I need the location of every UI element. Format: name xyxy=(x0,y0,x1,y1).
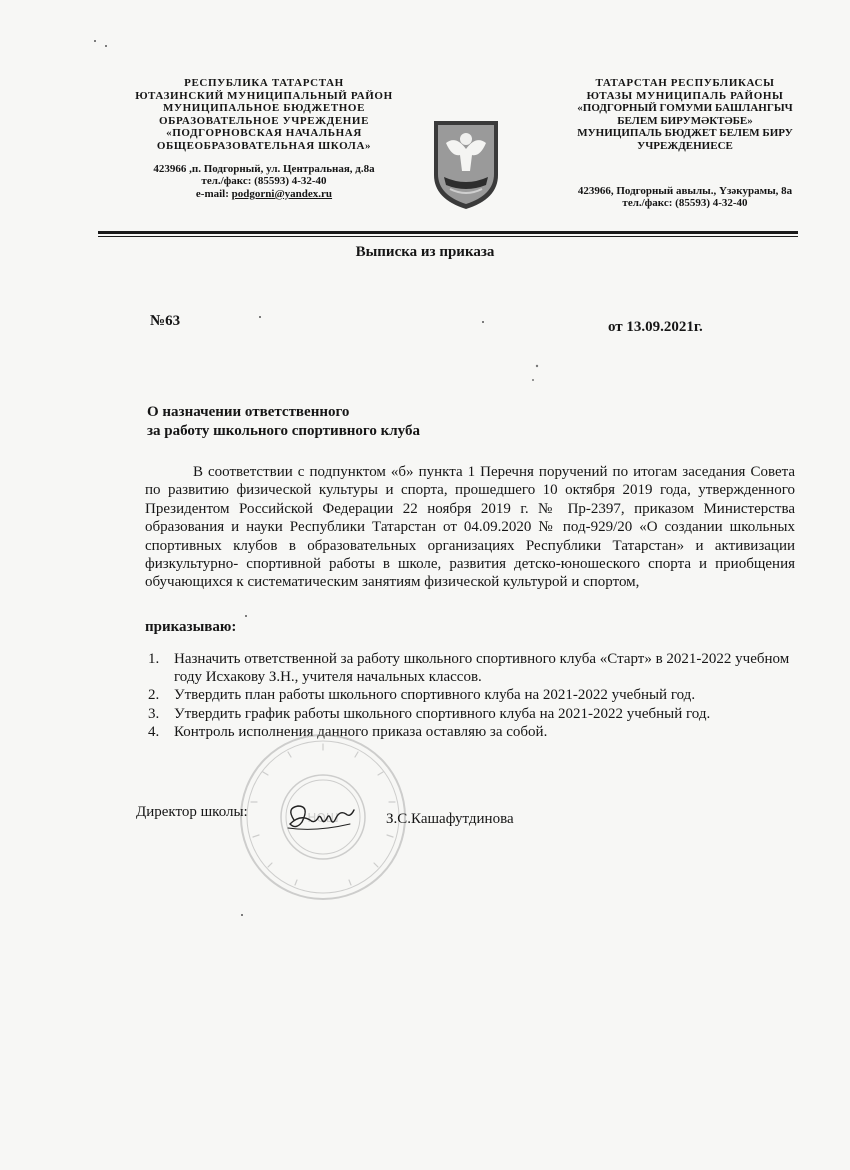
order-items-list xyxy=(148,651,798,743)
header-right-tatar xyxy=(560,77,810,210)
header-right-line: МУНИЦИПАЛЬ БЮДЖЕТ БЕЛЕМ БИРУ xyxy=(577,127,793,140)
header-left-line: ОБРАЗОВАТЕЛЬНОЕ УЧРЕЖДЕНИЕ xyxy=(158,114,370,127)
order-item xyxy=(148,687,798,705)
header-left-line: «ПОДГОРНОВСКАЯ НАЧАЛЬНАЯ xyxy=(166,127,362,140)
header-divider-thick xyxy=(98,231,798,234)
order-item-text: Утвердить график работы школьного спортивного клуба на 2021-2022 учебный год. xyxy=(174,705,711,722)
seal-text: НОШ xyxy=(307,811,339,825)
order-item-text: Назначить ответственной за работу школьного спортивного клуба «Старт» в 2021-2022 учебном году Исхакову З.Н., учителя начальных классов. xyxy=(174,651,790,685)
header-left-line: ОБЩЕОБРАЗОВАТЕЛЬНАЯ ШКОЛА» xyxy=(156,139,372,152)
header-left-line: РЕСПУБЛИКА ТАТАРСТАН xyxy=(184,77,344,89)
header-right-phone: тел./факс: (85593) 4-32-40 xyxy=(622,197,748,210)
order-item-number: 2. xyxy=(148,687,160,703)
header-divider-thin xyxy=(98,236,798,237)
handwritten-signature-icon xyxy=(280,798,360,838)
document-title: Выписка из приказа xyxy=(355,244,495,260)
header-left-email-row xyxy=(108,188,420,201)
header-right-line: УЧРЕЖДЕНИЕСЕ xyxy=(637,139,733,152)
order-item-number: 3. xyxy=(148,705,160,722)
header-right-line: ЮТАЗЫ МУНИЦИПАЛЬ РАЙОНЫ xyxy=(586,89,784,102)
signer-role: Директор школы: xyxy=(136,804,248,820)
header-left-phone: тел./факс: (85593) 4-32-40 xyxy=(201,175,327,188)
order-item-text: Утвердить план работы школьного спортивного клуба на 2021-2022 учебный год. xyxy=(174,687,696,703)
order-verb: приказываю: xyxy=(145,619,237,635)
email-label: e-mail: xyxy=(195,187,229,200)
order-item-number: 4. xyxy=(148,724,160,740)
subject-line: О назначении ответственного xyxy=(147,404,350,420)
order-date: от 13.09.2021г. xyxy=(608,319,703,335)
order-subject xyxy=(147,403,567,441)
order-preamble: В соответствии с подпунктом «б» пункта 1 Перечня поручений по итогам заседания Совета по развитию физической культуры и спорта, прошедшего 10 октября 2019 года, утвержденного Президентом Российской Федерации 22 ноября 2019 г. № Пр-2397, приказом Министерства образования и науки Республики Татарстан от 04.09.2020 № под-929/20 «О создании школьных спортивных клубов в образовательных организациях Республики Татарстан» и активизации физкультурно- спортивной работы в школе, развития детско-юношеского спорта и приобщения обучающихся к систематическим занятиям физической культурой и спортом, xyxy=(145,464,795,591)
header-left-address: 423966 ,п. Подгорный, ул. Центральная, д.8а xyxy=(153,162,375,175)
header-right-line: БЕЛЕМ БИРУМƏКТƏБЕ» xyxy=(617,114,753,127)
header-right-address: 423966, Подгорный авылы., Үзəкурамы, 8а xyxy=(577,184,793,197)
header-right-line: «ПОДГОРНЫЙ ГОМУМИ БАШЛАНГЫЧ xyxy=(577,102,793,115)
signer-name: З.С.Кашафутдинова xyxy=(386,811,514,827)
order-item xyxy=(148,706,798,724)
order-item-text: Контроль исполнения данного приказа оставляю за собой. xyxy=(174,724,548,740)
email-link[interactable]: podgorni@yandex.ru xyxy=(231,187,333,200)
header-right-line: ТАТАРСТАН РЕСПУБЛИКАСЫ xyxy=(595,77,775,89)
order-item xyxy=(148,651,798,686)
header-left-line: ЮТАЗИНСКИЙ МУНИЦИПАЛЬНЫЙ РАЙОН xyxy=(135,89,393,102)
header-left-line: МУНИЦИПАЛЬНОЕ БЮДЖЕТНОЕ xyxy=(162,102,366,115)
header-left-russian xyxy=(108,77,420,200)
coat-of-arms-icon xyxy=(430,117,502,212)
order-number: №63 xyxy=(150,313,181,329)
order-item-number: 1. xyxy=(148,651,160,667)
subject-line: за работу школьного спортивного клуба xyxy=(147,423,420,439)
